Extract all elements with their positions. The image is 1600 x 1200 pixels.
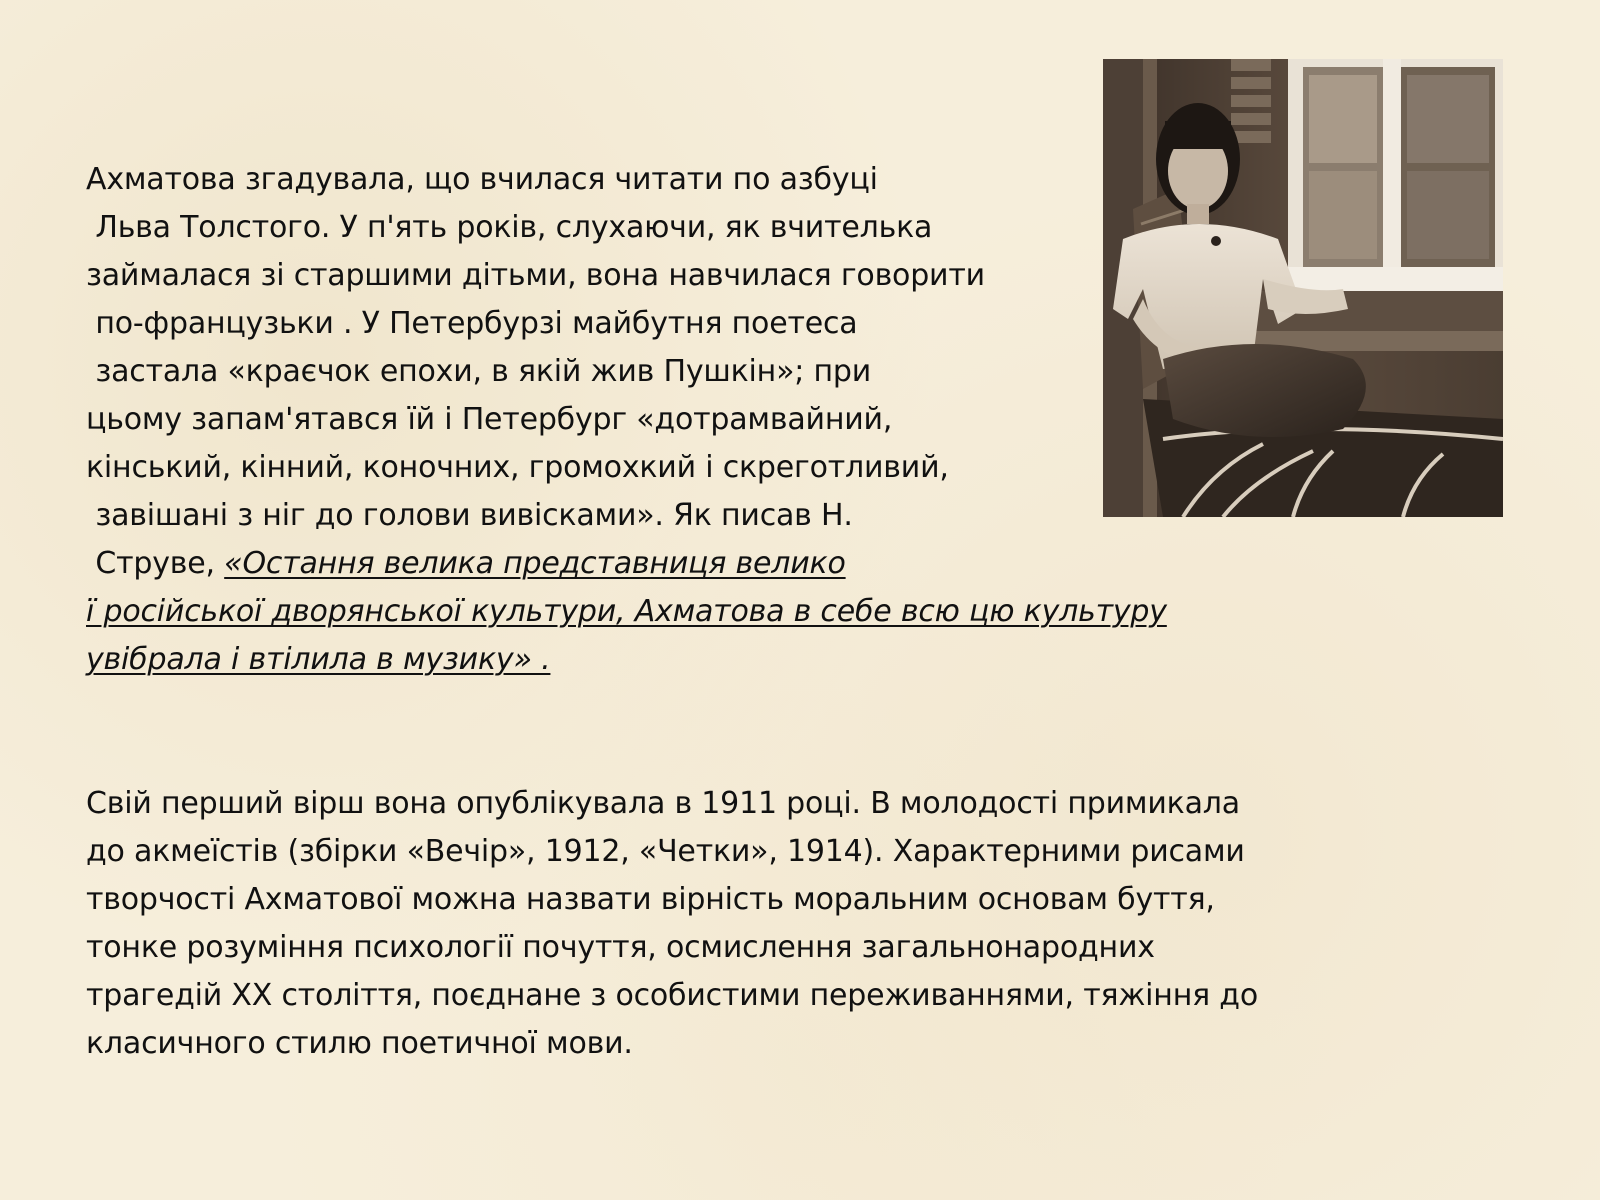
text-line: по-французьки . У Петербурзі майбутня поетеса [86, 306, 858, 341]
text-line: Свій перший вірш вона опублікувала в 1911 році. В молодості примикала [86, 786, 1240, 821]
text-line: до акмеїстів (збірки «Вечір», 1912, «Четки», 1914). Характерними рисами [86, 834, 1245, 869]
text-line: завішані з ніг до голови вивісками». Як писав Н. [86, 498, 853, 533]
paragraph-akhmatova-childhood [86, 156, 1336, 684]
text-line: творчості Ахматової можна назвати вірність моральним основам буття, [86, 882, 1215, 917]
text-line: займалася зі старшими дітьми, вона навчилася говорити [86, 258, 985, 293]
struve-quote-part: увібрала і втілила в музику» . [86, 642, 551, 677]
text-line: класичного стилю поетичної мови. [86, 1026, 633, 1061]
text-line: Льва Толстого. У п'ять років, слухаючи, як вчителька [86, 210, 933, 245]
text-line: тонке розуміння психології почуття, осмислення загальнонародних [86, 930, 1155, 965]
text-line: цьому запам'ятався їй і Петербург «дотрамвайний, [86, 402, 893, 437]
text-line-with-quote-start [86, 540, 1336, 588]
text-line-lead: Струве, [86, 546, 225, 581]
text-line: Ахматова згадувала, що вчилася читати по азбуці [86, 162, 878, 197]
paragraph-first-poem [86, 780, 1356, 1068]
text-line: застала «краєчок епохи, в якій жив Пушкін»; при [86, 354, 872, 389]
text-line: кінський, кінний, коночних, громохкий і скреготливий, [86, 450, 949, 485]
struve-quote-part: ї російської дворянської культури, Ахматова в себе всю цю культуру [86, 594, 1167, 629]
text-line: трагедій XX століття, поєднане з особистими переживаннями, тяжіння до [86, 978, 1259, 1013]
struve-quote-part: «Остання велика представниця велико [224, 546, 846, 581]
